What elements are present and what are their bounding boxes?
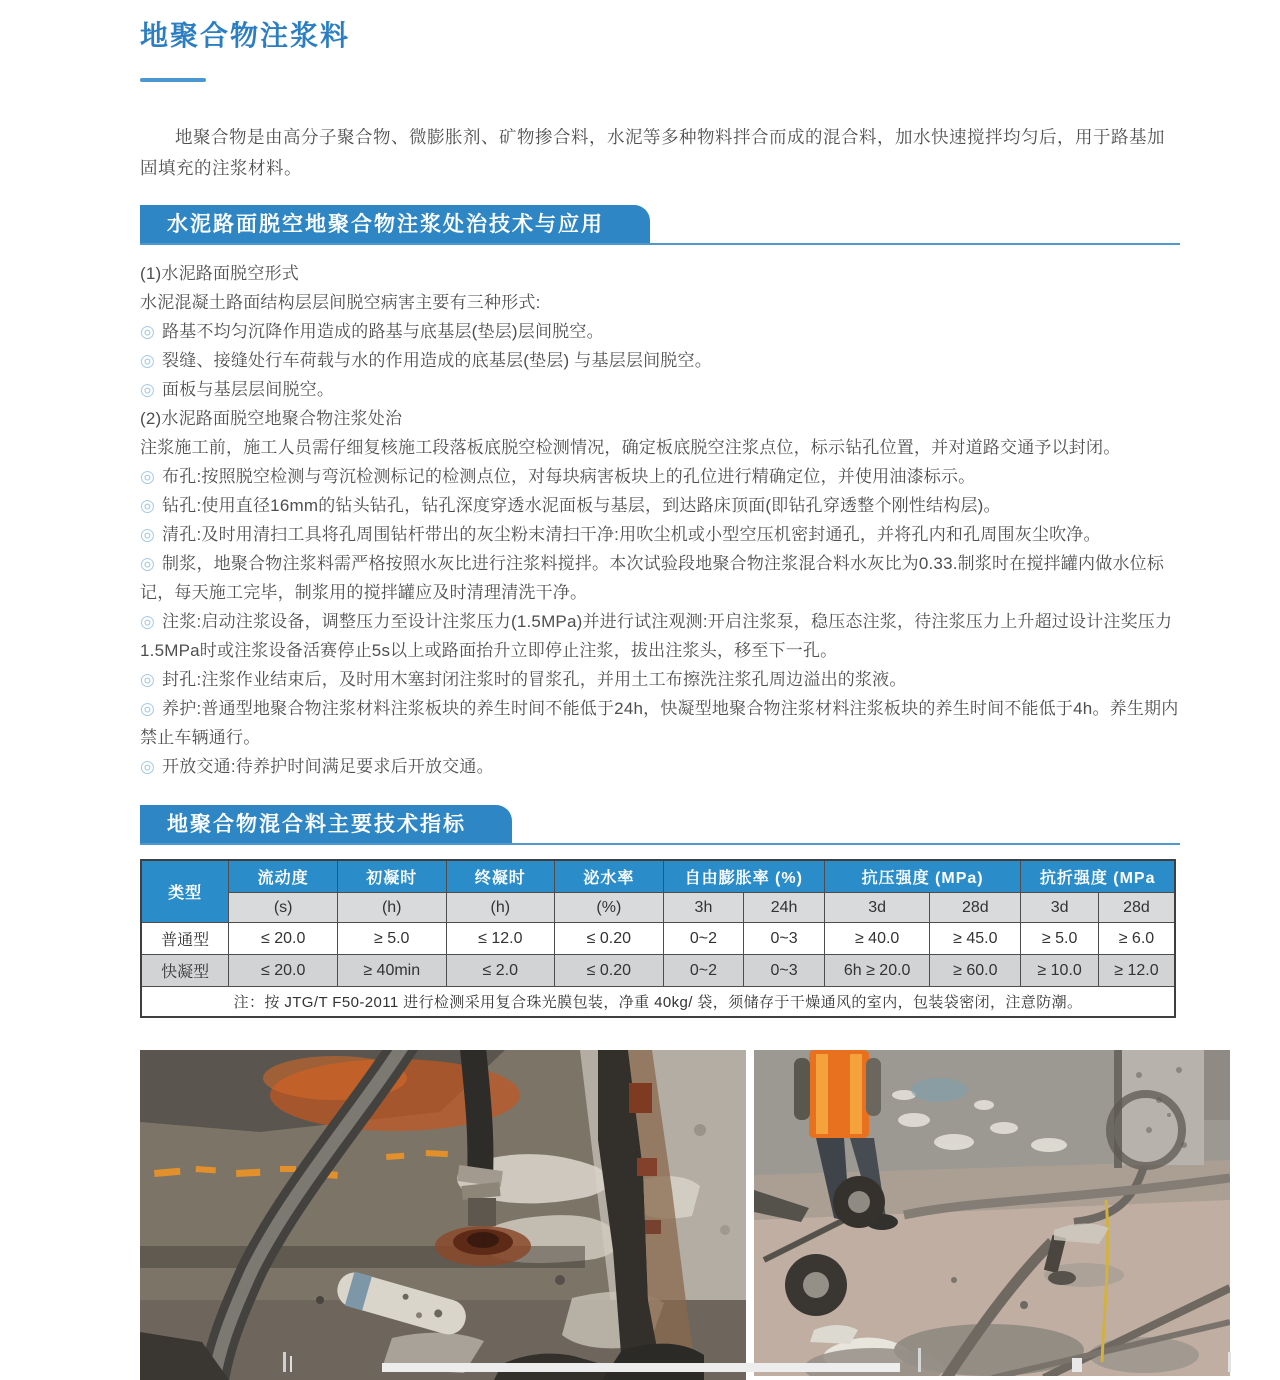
photo-construction-site-grouting — [754, 1050, 1230, 1376]
photo-row — [140, 1050, 1230, 1380]
unit-header: 28d — [1098, 893, 1175, 923]
line-text: 清孔:及时用清扫工具将孔周围钻杆带出的灰尘粉末清扫干净:用吹尘机或小型空压机密封通孔，并将孔内和孔周围灰尘吹净。 — [162, 525, 1101, 545]
ring-bullet-icon: ◎ — [140, 612, 156, 632]
column-header: 流动度 — [229, 860, 338, 893]
intro-paragraph: 地聚合物是由高分子聚合物、微膨胀剂、矿物掺合料，水泥等多种物料拌合而成的混合料，加水快速搅拌均匀后，用于路基加固填充的注浆材料。 — [140, 127, 1165, 178]
line-text: 裂缝、接缝处行车荷载与水的作用造成的底基层(垫层) 与基层层间脱空。 — [162, 351, 712, 371]
section2-heading-rule — [140, 805, 1180, 845]
line-text: 制浆，地聚合物注浆料需严格按照水灰比进行注浆料搅拌。本次试验段地聚合物注浆混合料水灰比为0.33.制浆时在搅拌罐内做水位标记，每天施工完毕，制浆用的搅拌罐应及时清理清洗干净。 — [140, 554, 1165, 603]
unit-header: (h) — [446, 893, 555, 923]
bullet-item — [140, 491, 1185, 520]
line-text: (1)水泥路面脱空形式 — [140, 264, 299, 284]
ring-bullet-icon: ◎ — [140, 467, 156, 487]
scan-artifact — [382, 1363, 900, 1372]
unit-header: 28d — [930, 893, 1021, 923]
cell: ≥ 6.0 — [1098, 923, 1175, 955]
ring-bullet-icon: ◎ — [140, 496, 156, 516]
column-header: 泌水率 — [555, 860, 664, 893]
bullet-item — [140, 607, 1185, 665]
cell: ≤ 0.20 — [555, 955, 664, 987]
column-header: 终凝时 — [446, 860, 555, 893]
line-text: 注浆施工前，施工人员需仔细复核施工段落板底脱空检测情况，确定板底脱空注浆点位，标示钻孔位置，并对道路交通予以封闭。 — [140, 438, 1121, 458]
bullet-item — [140, 520, 1185, 549]
bullet-item — [140, 665, 1185, 694]
photo-grouting-hose-pavement — [140, 1050, 746, 1380]
text-line — [140, 404, 1185, 433]
line-text: 养护:普通型地聚合物注浆材料注浆板块的养生时间不能低于24h，快凝型地聚合物注浆材料注浆板块的养生时间不能低于4h。养生期内禁止车辆通行。 — [140, 699, 1179, 748]
column-header-group: 抗压强度 (MPa) — [824, 860, 1020, 893]
line-text: 封孔:注浆作业结束后，及时用木塞封闭注浆时的冒浆孔，并用土工布擦洗注浆孔周边溢出的浆液。 — [162, 670, 907, 690]
bullet-item — [140, 375, 1185, 404]
unit-header: 3d — [1021, 893, 1099, 923]
column-header: 初凝时 — [337, 860, 446, 893]
cell: 0~2 — [663, 955, 744, 987]
cell: ≥ 40.0 — [824, 923, 929, 955]
unit-header: (s) — [229, 893, 338, 923]
row-label: 普通型 — [141, 923, 229, 955]
bullet-item — [140, 462, 1185, 491]
scan-artifact — [290, 1356, 292, 1372]
column-header-group: 自由膨胀率 (%) — [663, 860, 824, 893]
bullet-item — [140, 752, 1185, 781]
cell: ≤ 20.0 — [229, 923, 338, 955]
bullet-item — [140, 317, 1185, 346]
line-text: 钻孔:使用直径16mm的钻头钻孔，钻孔深度穿透水泥面板与基层，到达路床顶面(即钻孔穿透整个刚性结构层)。 — [162, 496, 1001, 516]
cell: ≤ 20.0 — [229, 955, 338, 987]
cell: 0~2 — [663, 923, 744, 955]
scan-artifact — [918, 1348, 921, 1372]
cell: 0~3 — [744, 955, 825, 987]
line-text: 路基不均匀沉降作用造成的路基与底基层(垫层)层间脱空。 — [162, 322, 604, 342]
unit-header: 24h — [744, 893, 825, 923]
cell: ≥ 45.0 — [930, 923, 1021, 955]
bullet-item — [140, 346, 1185, 375]
cell: ≤ 12.0 — [446, 923, 555, 955]
line-text: 水泥混凝土路面结构层层间脱空病害主要有三种形式: — [140, 293, 541, 313]
table-row — [141, 955, 1175, 987]
ring-bullet-icon: ◎ — [140, 670, 156, 690]
section1-heading-rule — [140, 205, 1180, 245]
text-line — [140, 433, 1185, 462]
cell: ≥ 40min — [337, 955, 446, 987]
bullet-item — [140, 694, 1185, 752]
table-note-row — [141, 987, 1175, 1018]
section1-body — [140, 259, 1185, 781]
scan-artifact — [1072, 1358, 1082, 1372]
ring-bullet-icon: ◎ — [140, 525, 156, 545]
unit-header: 3h — [663, 893, 744, 923]
cell: ≥ 10.0 — [1021, 955, 1099, 987]
unit-header: (h) — [337, 893, 446, 923]
tech-specs-table — [140, 859, 1176, 1018]
line-text: 面板与基层层间脱空。 — [162, 380, 335, 400]
line-text: 注浆:启动注浆设备，调整压力至设计注浆压力(1.5MPa)并进行试注观测:开启注浆泵，稳压态注浆，待注浆压力上升超过设计注奖压力1.5MPa时或注浆设备活赛停止5s以上或路面抬升立即停止注浆，拔出注浆头，移至下一孔。 — [140, 612, 1173, 661]
cell: ≥ 5.0 — [1021, 923, 1099, 955]
ring-bullet-icon: ◎ — [140, 380, 156, 400]
text-line — [140, 288, 1185, 317]
cell: 0~3 — [744, 923, 825, 955]
unit-header: (%) — [555, 893, 664, 923]
ring-bullet-icon: ◎ — [140, 699, 156, 719]
cell: ≥ 5.0 — [337, 923, 446, 955]
section1-heading: 水泥路面脱空地聚合物注浆处治技术与应用 — [140, 205, 650, 243]
page-title: 地聚合物注浆料 — [140, 20, 351, 51]
cell: 6h ≥ 20.0 — [824, 955, 929, 987]
table-corner-header: 类型 — [141, 860, 229, 923]
ring-bullet-icon: ◎ — [140, 322, 156, 342]
line-text: 布孔:按照脱空检测与弯沉检测标记的检测点位，对每块病害板块上的孔位进行精确定位，并使用油漆标示。 — [162, 467, 976, 487]
unit-header: 3d — [824, 893, 929, 923]
line-text: 开放交通:待养护时间满足要求后开放交通。 — [162, 757, 494, 777]
cell: ≤ 0.20 — [555, 923, 664, 955]
text-line — [140, 259, 1185, 288]
scan-artifact — [1228, 1352, 1231, 1372]
bullet-item — [140, 549, 1185, 607]
document-page — [140, 0, 1230, 1380]
cell: ≤ 2.0 — [446, 955, 555, 987]
line-text: (2)水泥路面脱空地聚合物注浆处治 — [140, 409, 403, 429]
column-header-group: 抗折强度 (MPa — [1021, 860, 1175, 893]
table-row — [141, 923, 1175, 955]
section2-heading: 地聚合物混合料主要技术指标 — [140, 805, 512, 843]
row-label: 快凝型 — [141, 955, 229, 987]
cell: ≥ 60.0 — [930, 955, 1021, 987]
title-underline — [140, 78, 206, 82]
ring-bullet-icon: ◎ — [140, 757, 156, 777]
scan-artifact — [283, 1352, 286, 1372]
cell: ≥ 12.0 — [1098, 955, 1175, 987]
ring-bullet-icon: ◎ — [140, 351, 156, 371]
ring-bullet-icon: ◎ — [140, 554, 156, 574]
table-note: 注：按 JTG/T F50-2011 进行检测采用复合珠光膜包装，净重 40kg/ 袋，须储存于干燥通风的室内，包装袋密闭，注意防潮。 — [141, 987, 1175, 1018]
